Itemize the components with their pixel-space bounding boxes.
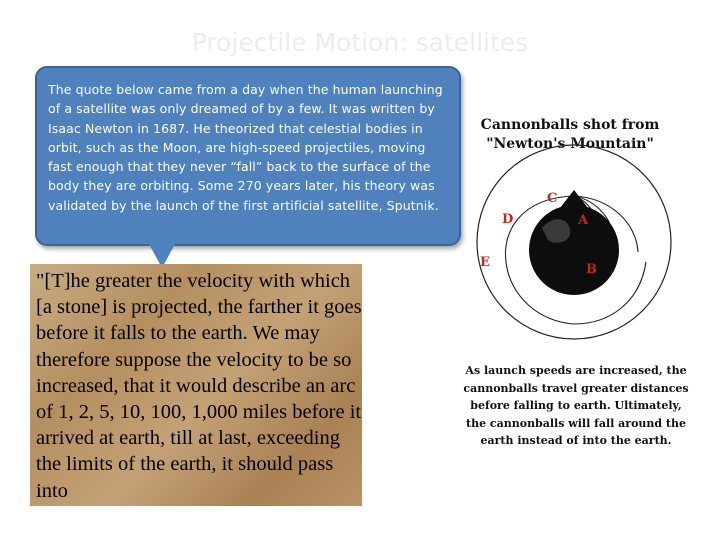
label-c: C (547, 191, 558, 206)
newtons-mountain-diagram (460, 112, 700, 492)
callout-box (35, 66, 461, 246)
slide-title: Projectile Motion: satellites (191, 28, 529, 57)
label-a: A (578, 213, 589, 228)
diagram-title: Cannonballs shot from "Newton's Mountain" (480, 117, 660, 152)
label-e: E (480, 255, 490, 270)
label-d: D (502, 212, 514, 227)
diagram-caption: As launch speeds are increased, the cannonballs travel greater distances before falling to earth. Ultimately, the cannonballs will fall around the earth instead of into the earth. (463, 364, 689, 447)
callout-text: The quote below came from a day when the human launching of a satellite was only dreamed of by a few. It was written by Isaac Newton in 1687. He theorized that celestial bodies in orbit, such as the Moon, are high-speed projectiles, moving fast enough that they never “fall” back to the surface of the body they are orbiting. Some 270 years later, his theory was validated by the launch of the first artificial satellite, Sputnik. (48, 82, 443, 213)
label-b: B (586, 262, 597, 277)
earth (529, 205, 619, 295)
orbit-diagram-svg (460, 112, 700, 362)
newton-quote: "[T]he greater the velocity with which [a stone] is projected, the farther it goes before it falls to the earth. We may therefore suppose the velocity to be so increased, that it would describe an arc of 1, 2, 5, 10, 100, 1,000 miles before it arrived at earth, till at last, exceeding the limits of the earth, it should pass into (36, 270, 362, 502)
